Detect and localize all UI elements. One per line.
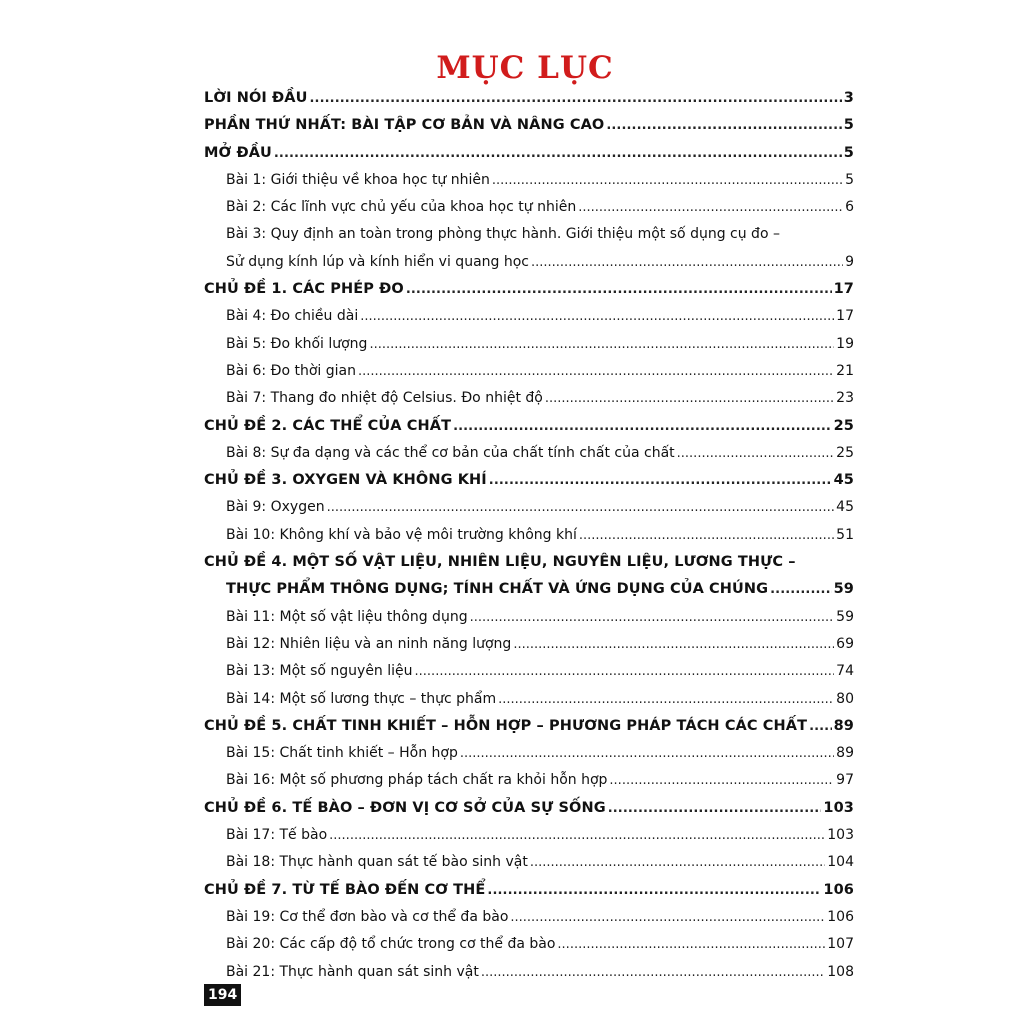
toc-entry-page: 9 bbox=[845, 253, 854, 270]
toc-dot-leader bbox=[578, 200, 843, 215]
toc-dot-leader bbox=[460, 746, 834, 761]
toc-entry-page: 103 bbox=[827, 827, 854, 844]
toc-entry[interactable] bbox=[204, 172, 854, 199]
toc-entry-title: Bài 15: Chất tinh khiết – Hỗn hợp bbox=[226, 745, 458, 762]
toc-dot-leader bbox=[453, 419, 832, 434]
toc-entry[interactable] bbox=[204, 418, 854, 445]
toc-entry[interactable] bbox=[204, 226, 854, 281]
toc-dot-leader bbox=[606, 118, 841, 133]
toc-dot-leader bbox=[609, 773, 834, 788]
toc-dot-leader bbox=[608, 801, 822, 816]
table-of-contents bbox=[204, 90, 854, 991]
toc-entry-title: Bài 12: Nhiên liệu và an ninh năng lượng bbox=[226, 635, 512, 652]
toc-entry-page: 21 bbox=[836, 362, 854, 379]
toc-entry-page: 25 bbox=[833, 417, 854, 434]
toc-entry-page: 3 bbox=[843, 90, 854, 106]
toc-dot-leader bbox=[487, 883, 821, 898]
toc-entry-title: Bài 18: Thực hành quan sát tế bào sinh vật bbox=[226, 854, 528, 871]
toc-dot-leader bbox=[557, 937, 825, 952]
toc-dot-leader bbox=[513, 637, 834, 652]
toc-dot-leader bbox=[677, 446, 835, 461]
toc-entry-page: 74 bbox=[836, 663, 854, 680]
toc-entry-page: 59 bbox=[833, 581, 854, 598]
toc-entry-title: Bài 6: Đo thời gian bbox=[226, 362, 356, 379]
toc-entry-page: 89 bbox=[833, 717, 854, 734]
toc-entry-page: 5 bbox=[843, 117, 854, 134]
toc-entry-title: Bài 10: Không khí và bảo vệ môi trường không khí bbox=[226, 526, 577, 543]
toc-dot-leader bbox=[492, 173, 843, 188]
toc-entry[interactable] bbox=[204, 800, 854, 827]
toc-entry-title: LỜI NÓI ĐẦU bbox=[204, 90, 308, 106]
toc-entry-page: 19 bbox=[836, 335, 854, 352]
toc-entry[interactable] bbox=[204, 745, 854, 772]
toc-entry-title: Bài 5: Đo khối lượng bbox=[226, 335, 368, 352]
toc-entry[interactable] bbox=[204, 909, 854, 936]
toc-entry-title: CHỦ ĐỀ 7. TỪ TẾ BÀO ĐẾN CƠ THỂ bbox=[204, 881, 486, 898]
toc-dot-leader bbox=[530, 855, 825, 870]
toc-dot-leader bbox=[360, 309, 834, 324]
toc-entry-page: 103 bbox=[823, 799, 854, 816]
toc-entry-title: Bài 21: Thực hành quan sát sinh vật bbox=[226, 963, 479, 980]
page-number-badge: 194 bbox=[204, 984, 241, 1006]
toc-entry-title: Bài 20: Các cấp độ tổ chức trong cơ thể đa bào bbox=[226, 936, 556, 953]
toc-entry-title: PHẦN THỨ NHẤT: BÀI TẬP CƠ BẢN VÀ NÂNG CAO bbox=[204, 117, 605, 134]
toc-dot-leader bbox=[770, 582, 831, 597]
toc-entry[interactable] bbox=[204, 363, 854, 390]
toc-entry[interactable] bbox=[204, 472, 854, 499]
toc-entry[interactable] bbox=[204, 117, 854, 144]
toc-entry-title: Bài 16: Một số phương pháp tách chất ra khỏi hỗn hợp bbox=[226, 772, 608, 789]
toc-entry-page: 5 bbox=[843, 144, 854, 161]
toc-entry[interactable] bbox=[204, 90, 854, 117]
toc-entry-page: 59 bbox=[836, 608, 854, 625]
toc-entry-page: 106 bbox=[823, 881, 854, 898]
toc-entry-page: 80 bbox=[836, 690, 854, 707]
toc-dot-leader bbox=[809, 719, 832, 734]
toc-entry-page: 25 bbox=[836, 444, 854, 461]
toc-dot-leader bbox=[489, 473, 832, 488]
toc-entry[interactable] bbox=[204, 390, 854, 417]
toc-entry-title: Bài 19: Cơ thể đơn bào và cơ thể đa bào bbox=[226, 908, 509, 925]
toc-entry-page: 5 bbox=[845, 171, 854, 188]
toc-dot-leader bbox=[498, 692, 834, 707]
toc-entry[interactable] bbox=[204, 308, 854, 335]
toc-entry-page: 23 bbox=[836, 390, 854, 407]
toc-entry-page: 104 bbox=[827, 854, 854, 871]
toc-entry-title: CHỦ ĐỀ 2. CÁC THỂ CỦA CHẤT bbox=[204, 417, 452, 434]
toc-entry-title: Bài 17: Tế bào bbox=[226, 827, 328, 844]
toc-entry[interactable] bbox=[204, 964, 854, 991]
toc-entry-page: 51 bbox=[836, 526, 854, 543]
toc-dot-leader bbox=[406, 282, 832, 297]
toc-entry-page: 6 bbox=[845, 199, 854, 216]
toc-entry-page: 69 bbox=[836, 635, 854, 652]
toc-entry-title: CHỦ ĐỀ 3. OXYGEN VÀ KHÔNG KHÍ bbox=[204, 472, 487, 489]
toc-entry-title: Bài 8: Sự đa dạng và các thể cơ bản của chất tính chất của chất bbox=[226, 444, 675, 461]
toc-entry[interactable] bbox=[204, 691, 854, 718]
toc-entry-page: 108 bbox=[827, 963, 854, 980]
toc-dot-leader bbox=[531, 255, 843, 270]
toc-entry-title: Bài 13: Một số nguyên liệu bbox=[226, 663, 413, 680]
toc-entry[interactable] bbox=[204, 445, 854, 472]
toc-entry-title: CHỦ ĐỀ 6. TẾ BÀO – ĐƠN VỊ CƠ SỞ CỦA SỰ SỐNG bbox=[204, 799, 606, 816]
toc-entry-title: MỞ ĐẦU bbox=[204, 144, 272, 161]
toc-entry-title: Bài 2: Các lĩnh vực chủ yếu của khoa học tự nhiên bbox=[226, 199, 577, 216]
toc-entry[interactable] bbox=[204, 609, 854, 636]
toc-entry[interactable] bbox=[204, 772, 854, 799]
toc-dot-leader bbox=[327, 500, 835, 515]
toc-entry-page: 97 bbox=[836, 772, 854, 789]
toc-entry-title: Bài 9: Oxygen bbox=[226, 499, 325, 516]
toc-entry[interactable] bbox=[204, 636, 854, 663]
toc-entry-title: CHỦ ĐỀ 5. CHẤT TINH KHIẾT – HỖN HỢP – PHƯƠNG PHÁP TÁCH CÁC CHẤT bbox=[204, 717, 808, 734]
toc-entry-page: 17 bbox=[833, 281, 854, 298]
toc-dot-leader bbox=[470, 610, 835, 625]
toc-dot-leader bbox=[510, 910, 825, 925]
toc-entry[interactable] bbox=[204, 882, 854, 909]
toc-entry-title-continued: Sử dụng kính lúp và kính hiển vi quang học bbox=[226, 253, 529, 270]
toc-entry[interactable] bbox=[204, 663, 854, 690]
toc-entry-title: Bài 14: Một số lương thực – thực phẩm bbox=[226, 690, 497, 707]
toc-entry[interactable] bbox=[204, 936, 854, 963]
toc-entry-page: 17 bbox=[836, 308, 854, 325]
toc-entry[interactable] bbox=[204, 281, 854, 308]
toc-entry-page: 89 bbox=[836, 745, 854, 762]
toc-entry-title: Bài 3: Quy định an toàn trong phòng thực hành. Giới thiệu một số dụng cụ đo – bbox=[226, 226, 780, 243]
toc-entry[interactable] bbox=[204, 145, 854, 172]
toc-entry[interactable] bbox=[204, 827, 854, 854]
toc-entry-page: 106 bbox=[827, 908, 854, 925]
toc-entry[interactable] bbox=[204, 336, 854, 363]
toc-entry-title: Bài 11: Một số vật liệu thông dụng bbox=[226, 608, 468, 625]
toc-entry[interactable] bbox=[204, 499, 854, 526]
toc-entry[interactable] bbox=[204, 199, 854, 226]
toc-dot-leader bbox=[358, 364, 834, 379]
toc-dot-leader bbox=[329, 828, 825, 843]
toc-entry[interactable] bbox=[204, 554, 854, 609]
toc-dot-leader bbox=[369, 337, 834, 352]
toc-entry[interactable] bbox=[204, 854, 854, 881]
toc-entry[interactable] bbox=[204, 527, 854, 554]
toc-entry-title: CHỦ ĐỀ 4. MỘT SỐ VẬT LIỆU, NHIÊN LIỆU, NGUYÊN LIỆU, LƯƠNG THỰC – bbox=[204, 554, 796, 571]
toc-dot-leader bbox=[579, 528, 834, 543]
toc-dot-leader bbox=[310, 91, 842, 106]
toc-entry-page: 107 bbox=[827, 936, 854, 953]
toc-entry-title: Bài 4: Đo chiều dài bbox=[226, 308, 359, 325]
toc-entry-title-continued: THỰC PHẨM THÔNG DỤNG; TÍNH CHẤT VÀ ỨNG DỤNG CỦA CHÚNG bbox=[226, 581, 769, 598]
toc-entry-title: Bài 7: Thang đo nhiệt độ Celsius. Đo nhiệt độ bbox=[226, 390, 543, 407]
toc-dot-leader bbox=[481, 965, 825, 980]
toc-entry-title: CHỦ ĐỀ 1. CÁC PHÉP ĐO bbox=[204, 281, 404, 298]
toc-entry-page: 45 bbox=[833, 472, 854, 489]
toc-dot-leader bbox=[415, 664, 835, 679]
toc-dot-leader bbox=[274, 146, 842, 161]
toc-entry-page: 45 bbox=[836, 499, 854, 516]
toc-dot-leader bbox=[545, 391, 834, 406]
page-title: MỤC LỤC bbox=[436, 50, 614, 86]
toc-entry[interactable] bbox=[204, 718, 854, 745]
toc-entry-title: Bài 1: Giới thiệu về khoa học tự nhiên bbox=[226, 171, 490, 188]
